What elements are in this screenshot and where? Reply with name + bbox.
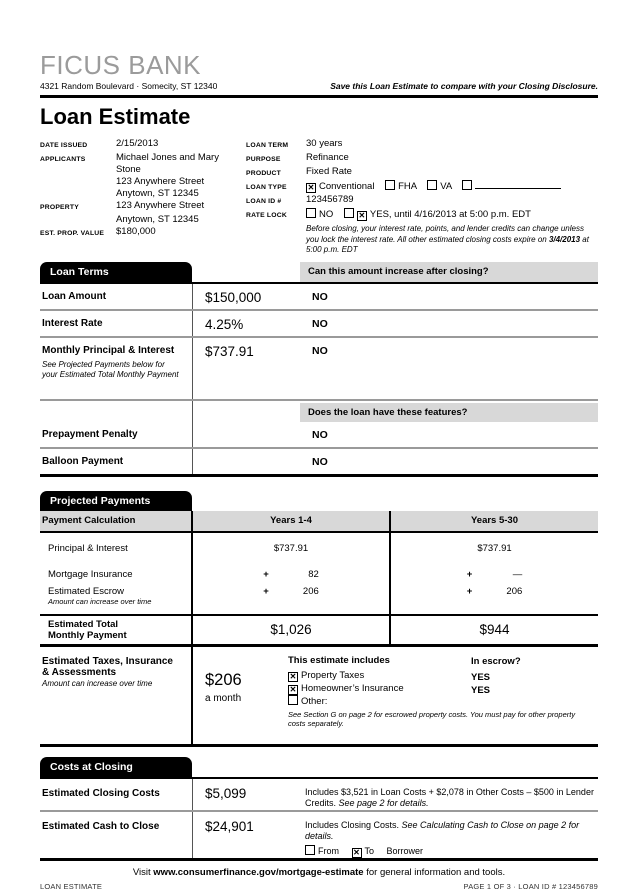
rate-lock-row [246, 208, 598, 222]
rate-lock-no: NO [319, 209, 334, 220]
checkbox-checked-icon: ✕ [307, 183, 315, 192]
estimated-taxes-note: Amount can increase over time [42, 678, 153, 688]
loan-id-row [246, 194, 598, 208]
mortgage-insurance-y530: — [512, 569, 523, 580]
mortgage-insurance-label: Mortgage Insurance [48, 569, 133, 580]
checkbox-empty-icon [306, 208, 316, 218]
purpose-row [246, 152, 598, 166]
rate-lock-note: Before closing, your interest rate, points, and lender credits can change unless you lock the interest rate. All other estimated closing costs expire on 3/4/2013 at 5:00 p.m. EDT [306, 224, 589, 254]
years-5-30-header: Years 5-30 [470, 514, 518, 526]
property-row [40, 200, 246, 214]
balloon-payment-answer: NO [312, 455, 328, 468]
estimated-escrow-y530: 206 [506, 585, 523, 597]
mortgage-insurance-y14: 82 [308, 569, 319, 580]
table-row [40, 338, 598, 401]
loan-type-conventional: Conventional [319, 181, 375, 192]
loan-terms-section [40, 262, 598, 477]
rate-lock-label: RATE LOCK [246, 212, 287, 219]
document-content [40, 0, 598, 891]
table-row [40, 779, 598, 812]
footer-page-info: PAGE 1 OF 3 · LOAN ID # 123456789 [463, 881, 598, 891]
table-row [40, 449, 598, 477]
features-header-row [40, 401, 598, 422]
closing-costs-expire-date: 3/4/2013 [548, 234, 581, 244]
section-g-note: See Section G on page 2 for escrowed property costs. You must pay for other property costs separately. [288, 709, 576, 728]
property-city: Anytown, ST 12345 [116, 214, 199, 225]
loan-id-value: 123456789 [306, 194, 354, 205]
estimated-total-row [40, 614, 598, 647]
estimated-escrow-y14: 206 [302, 585, 319, 597]
table-row [40, 284, 598, 311]
header-divider [40, 95, 598, 98]
save-note: Save this Loan Estimate to compare with your Closing Disclosure. [330, 81, 598, 91]
homeowners-insurance-item: Homeowner’s Insurance [301, 682, 404, 694]
est-prop-value: $180,000 [116, 226, 156, 237]
estimated-escrow-note: Amount can increase over time [48, 596, 152, 606]
estimated-total-y530: $944 [479, 622, 510, 637]
date-issued-value: 2/15/2013 [116, 138, 159, 149]
years-1-4-header: Years 1-4 [193, 511, 391, 531]
projected-payments-body: Principal & Interest Mortgage Insurance Estimated Escrow Amount can increase over time $737.91 + 82 + 206 $737.91 + — + 206 [40, 533, 598, 614]
cash-to-close-description: Includes Closing Costs. [305, 819, 402, 830]
monthly-pi-label: Monthly Principal & Interest [42, 344, 175, 356]
payment-calculation-header: Payment Calculation [40, 511, 193, 531]
estimated-closing-costs-label: Estimated Closing Costs [42, 787, 160, 799]
purpose-label: PURPOSE [246, 156, 281, 163]
loan-amount-value: $150,000 [205, 289, 262, 305]
property-taxes-item: Property Taxes [301, 669, 365, 681]
payment-calculation-header-row [40, 511, 598, 533]
in-escrow-header: In escrow? [471, 655, 521, 667]
footer-row [40, 882, 598, 891]
product-value: Fixed Rate [306, 166, 352, 177]
loan-type-label: LOAN TYPE [246, 184, 287, 191]
loan-meta [40, 138, 598, 256]
taxes-amount-per: a month [205, 692, 242, 704]
bank-address: 4321 Random Boulevard · Somecity, ST 12340 [40, 81, 218, 91]
checkbox-empty-icon [462, 180, 472, 190]
property-taxes-escrow: YES [471, 671, 491, 683]
date-issued-row [40, 138, 246, 152]
features-question-header: Does the loan have these features? [300, 403, 598, 422]
property-street: 123 Anywhere Street [116, 200, 205, 211]
bank-address-row [40, 81, 598, 91]
table-row [40, 422, 598, 449]
cash-to-close-see-note: See Calculating Cash to Close on page 2 for details. [305, 819, 580, 841]
purpose-value: Refinance [306, 152, 349, 163]
estimated-escrow-label: Estimated Escrow [48, 585, 125, 597]
borrower-label: Borrower [386, 845, 424, 856]
cfpb-url: www.consumerfinance.gov/mortgage-estimate [153, 866, 364, 878]
projected-payments-section [40, 491, 598, 747]
interest-rate-label: Interest Rate [42, 317, 103, 329]
monthly-pi-value: $737.91 [205, 343, 254, 359]
to-label: To [364, 845, 375, 856]
loan-term-row [246, 138, 598, 152]
estimated-total-label-line1: Estimated Total [48, 618, 119, 630]
applicants-city: Anytown, ST 12345 [116, 188, 199, 199]
estimated-total-y14: $1,026 [193, 616, 391, 644]
page-title: Loan Estimate [40, 104, 191, 129]
loan-meta-right [246, 138, 598, 256]
table-row [40, 812, 598, 861]
checkbox-empty-icon [305, 845, 315, 855]
checkbox-checked-icon: ✕ [289, 684, 297, 694]
closing-costs-see-note: See page 2 for details. [338, 798, 429, 808]
prepayment-penalty-answer: NO [312, 428, 328, 441]
checkbox-empty-icon [427, 180, 437, 190]
homeowners-insurance-escrow: YES [471, 684, 491, 696]
prepayment-penalty-label: Prepayment Penalty [42, 428, 138, 440]
est-prop-value-label: EST. PROP. VALUE [40, 230, 105, 237]
loan-amount-label: Loan Amount [42, 290, 107, 302]
loan-amount-answer: NO [312, 290, 328, 303]
balloon-payment-label: Balloon Payment [42, 455, 124, 467]
interest-rate-answer: NO [312, 317, 328, 330]
checkbox-empty-icon [385, 180, 395, 190]
estimated-taxes-label: Estimated Taxes, Insurance & Assessments [42, 655, 173, 678]
footer-visit-line: Visit www.consumerfinance.gov/mortgage-estimate for general information and tools. [132, 866, 506, 878]
principal-interest-label: Principal & Interest [48, 543, 128, 554]
checkbox-empty-icon [344, 208, 354, 218]
other-item: Other: [301, 695, 328, 707]
applicants-street: 123 Anywhere Street [116, 176, 205, 187]
loan-terms-table [40, 282, 598, 477]
loan-type-row [246, 180, 598, 194]
loan-type-va: VA [440, 181, 452, 192]
closing-costs-description: Includes $3,521 in Loan Costs + $2,078 in Other Costs – $500 in Lender Credits. [305, 786, 594, 808]
loan-id-label: LOAN ID # [246, 198, 282, 205]
principal-interest-y14: $737.91 [273, 543, 309, 554]
costs-at-closing-section [40, 757, 598, 861]
applicants-row [40, 152, 246, 176]
monthly-pi-note: See Projected Payments below for your Estimated Total Monthly Payment [42, 359, 179, 379]
taxes-amount: $206 [205, 670, 242, 689]
estimated-closing-costs-value: $5,099 [205, 785, 247, 801]
projected-payments-tab: Projected Payments [40, 491, 192, 511]
property-label: PROPERTY [40, 204, 79, 211]
loan-type-blank-line [475, 180, 561, 189]
product-row [246, 166, 598, 180]
estimated-taxes-row [40, 647, 598, 747]
estimated-cash-to-close-label: Estimated Cash to Close [42, 820, 160, 832]
principal-interest-y530: $737.91 [477, 543, 512, 554]
rate-lock-yes: YES, until 4/16/2013 at 5:00 p.m. EDT [369, 209, 531, 220]
costs-table [40, 777, 598, 861]
costs-at-closing-tab: Costs at Closing [40, 757, 192, 777]
increase-question-header: Can this amount increase after closing? [300, 262, 598, 282]
from-label: From [318, 845, 339, 856]
date-issued-label: DATE ISSUED [40, 142, 88, 149]
interest-rate-value: 4.25% [205, 316, 244, 332]
loan-meta-left [40, 138, 246, 256]
loan-type-fha: FHA [398, 181, 417, 192]
monthly-pi-answer: NO [312, 344, 328, 357]
loan-terms-tab: Loan Terms [40, 262, 192, 282]
checkbox-checked-icon: ✕ [358, 211, 366, 220]
footer-doc-name: LOAN ESTIMATE [40, 881, 103, 891]
bank-name: FICUS BANK [40, 50, 202, 80]
checkbox-checked-icon: ✕ [353, 847, 360, 857]
loan-term-label: LOAN TERM [246, 142, 289, 149]
checkbox-empty-icon [288, 695, 298, 705]
estimate-includes-header: This estimate includes [288, 654, 390, 666]
est-prop-value-row [40, 226, 246, 240]
estimated-total-label-line2: Monthly Payment [48, 629, 127, 641]
estimated-cash-to-close-value: $24,901 [205, 818, 254, 834]
checkbox-checked-icon: ✕ [289, 671, 297, 681]
applicants-label: APPLICANTS [40, 156, 86, 163]
loan-term-value: 30 years [306, 138, 343, 149]
product-label: PRODUCT [246, 170, 282, 177]
table-row [40, 311, 598, 338]
applicants-names: Michael Jones and Mary Stone [116, 152, 219, 175]
